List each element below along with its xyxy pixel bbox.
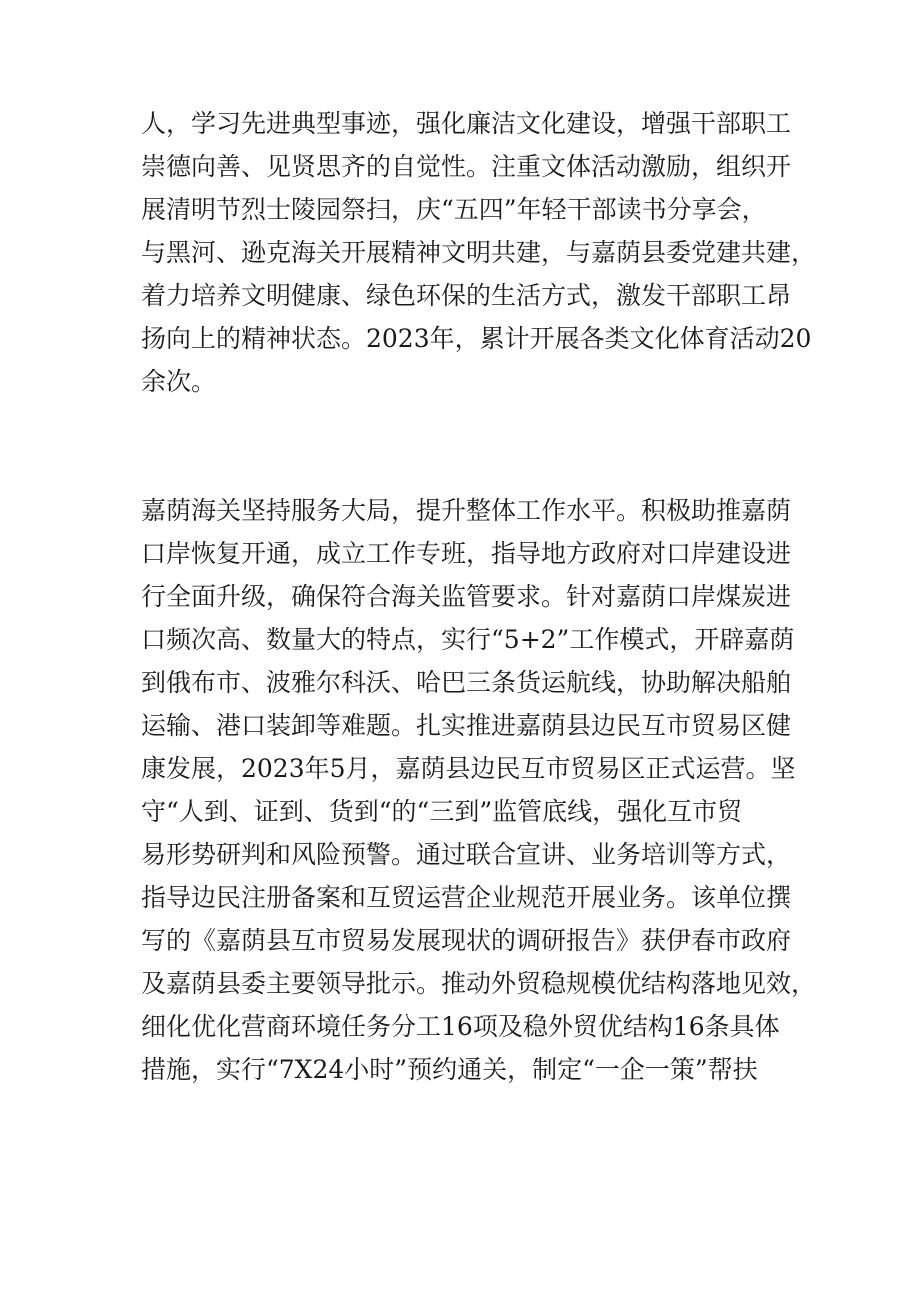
- text-line: 写的《嘉荫县互市贸易发展现状的调研报告》获伊春市政府: [141, 926, 792, 955]
- text-line: 守“人到、证到、货到“的“三到”监管底线，强化互市贸: [141, 797, 743, 826]
- text-line: 口频次高、数量大的特点，实行“5+2”工作模式，开辟嘉荫: [141, 625, 795, 654]
- text-line: 嘉荫海关坚持服务大局，提升整体工作水平。积极助推嘉荫: [141, 496, 792, 525]
- text-line: 到俄布市、波雅尔科沃、哈巴三条货运航线，协助解决船舶: [141, 668, 792, 697]
- text-line: 余次。: [141, 367, 217, 396]
- text-line: 展清明节烈士陵园祭扫，庆“五四”年轻干部读书分享会，: [141, 195, 767, 224]
- text-line: 细化优化营商环境任务分工16项及稳外贸优结构16条具体: [141, 1012, 780, 1041]
- text-line: 运输、港口装卸等难题。扎实推进嘉荫县边民互市贸易区健: [141, 711, 792, 740]
- text-line: 崇德向善、见贤思齐的自觉性。注重文体活动激励，组织开: [141, 152, 792, 181]
- text-line: 康发展，2023年5月，嘉荫县边民互市贸易区正式运营。坚: [141, 754, 796, 783]
- text-line: 扬向上的精神状态。2023年，累计开展各类文化体育活动20: [141, 324, 812, 353]
- text-line: 着力培养文明健康、绿色环保的生活方式，激发干部职工昂: [141, 281, 792, 310]
- text-line: 易形势研判和风险预警。通过联合宣讲、业务培训等方式，: [141, 840, 792, 869]
- text-line: 指导边民注册备案和互贸运营企业规范开展业务。该单位撰: [141, 883, 792, 912]
- text-line: 人，学习先进典型事迹，强化廉洁文化建设，增强干部职工: [141, 109, 792, 138]
- text-line: 措施，实行“7X24小时”预约通关，制定“一企一策”帮扶: [141, 1055, 758, 1084]
- text-line: 口岸恢复开通，成立工作专班，指导地方政府对口岸建设进: [141, 539, 792, 568]
- text-line: 与黑河、逊克海关开展精神文明共建，与嘉荫县委党建共建，: [141, 238, 817, 267]
- text-line: 及嘉荫县委主要领导批示。推动外贸稳规模优结构落地见效，: [141, 969, 817, 998]
- text-line: 行全面升级，确保符合海关监管要求。针对嘉荫口岸煤炭进: [141, 582, 792, 611]
